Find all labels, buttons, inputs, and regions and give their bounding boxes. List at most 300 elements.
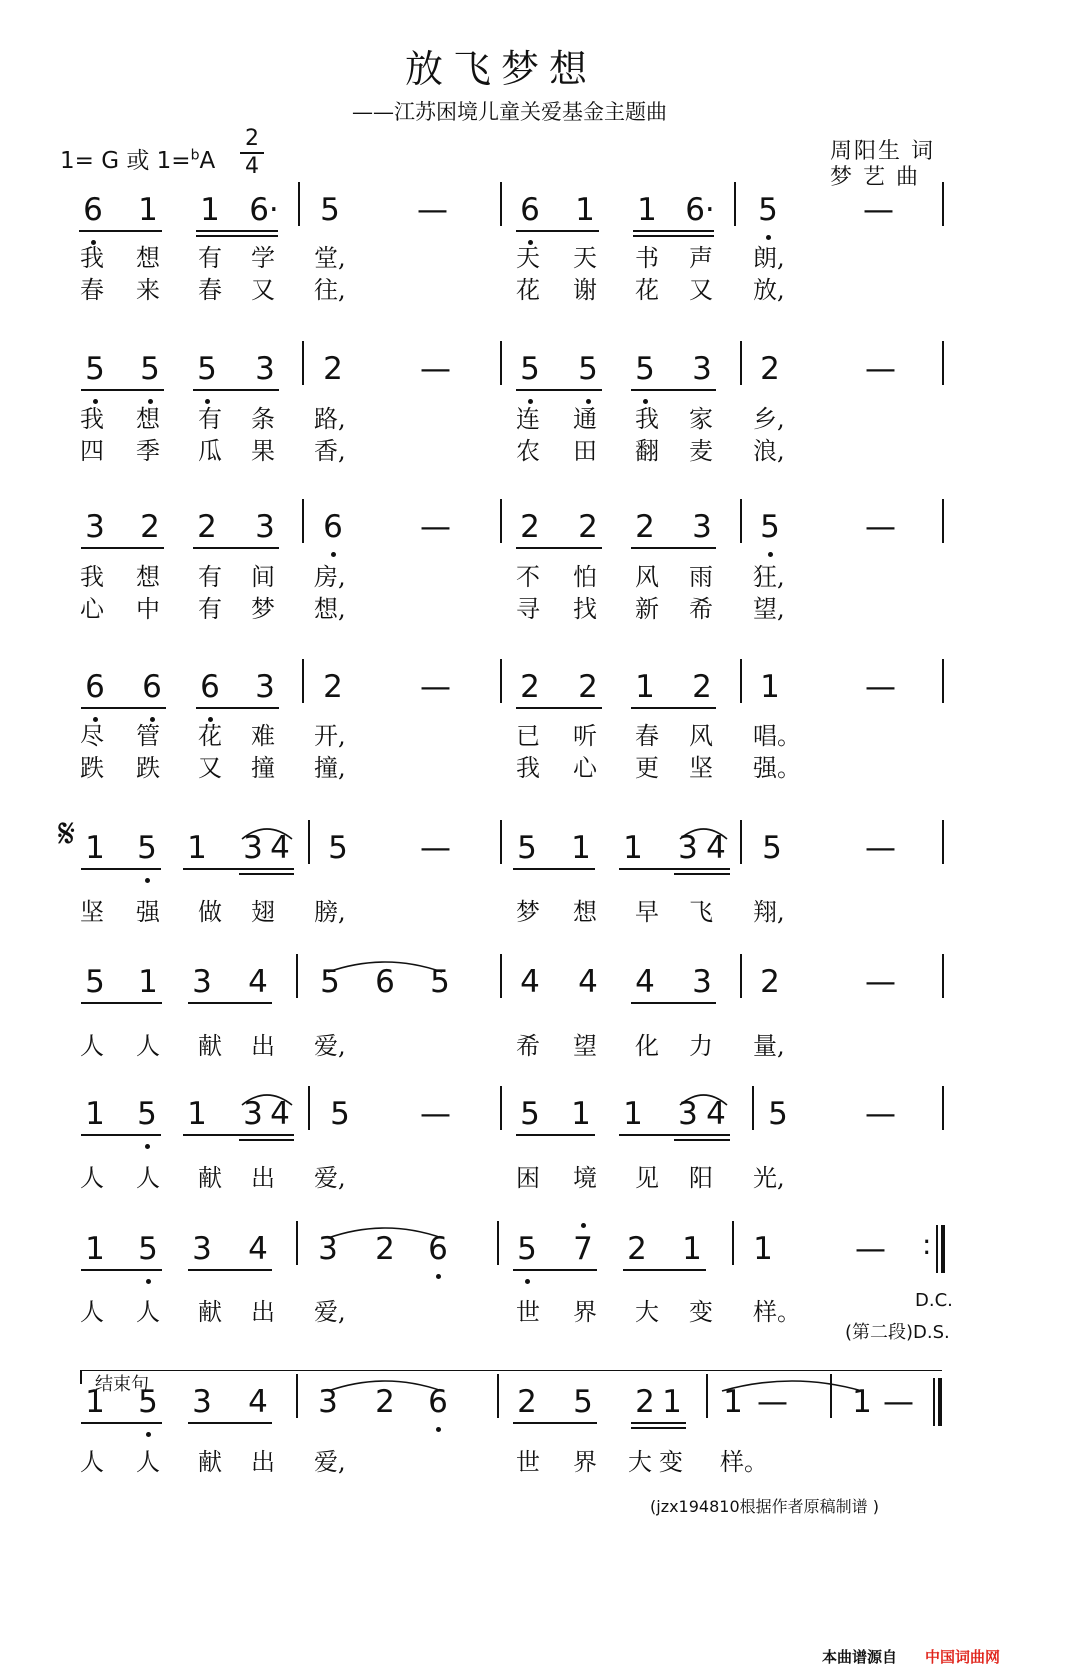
lyric-syllable: 人 [136, 1448, 160, 1476]
lyric-syllable: 爱, [314, 1032, 346, 1060]
note: 6 [83, 192, 103, 228]
note: 6· [685, 192, 715, 228]
beam-line [516, 230, 599, 232]
note: 2 [760, 964, 780, 1000]
lyric-syllable: 样。 [720, 1448, 768, 1476]
lyric-syllable: 条 [251, 405, 275, 433]
lyric-syllable: 唱。 [753, 722, 801, 750]
lyric-syllable: 早 [635, 898, 659, 926]
note: 5 [328, 830, 348, 866]
high-octave-dot [581, 1223, 586, 1228]
note: 5 [320, 192, 340, 228]
lyric-syllable-verse2: 翻 [635, 437, 659, 465]
bar-line [500, 341, 502, 385]
beam-line [81, 707, 166, 709]
note: 2 [760, 351, 780, 387]
lyric-syllable-verse2: 放, [753, 276, 785, 304]
lyric-syllable-verse2: 又 [689, 276, 713, 304]
beam-line-double [239, 873, 294, 875]
lyric-syllable: 连 [516, 405, 540, 433]
note: 2 [140, 509, 160, 545]
footer-source: (jzx194810根据作者原稿制谱 ) [650, 1497, 879, 1516]
lyric-syllable-verse2: 果 [251, 437, 275, 465]
note: 3 [243, 1096, 263, 1132]
note: 1 [723, 1384, 743, 1420]
note: 3 [85, 509, 105, 545]
lyric-syllable: 路, [314, 405, 346, 433]
lyric-syllable: 乡, [753, 405, 785, 433]
lyric-syllable: 强 [136, 898, 160, 926]
note: — [883, 1384, 914, 1420]
lyric-syllable: 变 [659, 1448, 683, 1476]
note: 2 [635, 1384, 655, 1420]
note: 2 [197, 509, 217, 545]
bar-line [308, 1086, 310, 1130]
beam-line [188, 1269, 272, 1271]
note: — [865, 830, 896, 866]
lyric-syllable: 我 [635, 405, 659, 433]
beam-line [79, 230, 162, 232]
note: 5 [762, 830, 782, 866]
note: 2 [323, 669, 343, 705]
lyric-syllable-verse2: 来 [136, 276, 160, 304]
note: — [865, 964, 896, 1000]
lyric-syllable: 我 [80, 244, 104, 272]
note: 3 [192, 1384, 212, 1420]
note: 2 [375, 1231, 395, 1267]
note: 5 [758, 192, 778, 228]
footer-site-prefix: 本曲谱源自 [822, 1648, 898, 1666]
note: — [420, 351, 451, 387]
low-octave-dot [436, 1274, 441, 1279]
dal-segno-mark: (第二段)D.S. [845, 1322, 950, 1343]
low-octave-dot [525, 1279, 530, 1284]
note: 5 [573, 1384, 593, 1420]
note: 2 [627, 1231, 647, 1267]
bar-line [942, 1086, 944, 1130]
bar-line [296, 1221, 298, 1265]
lyric-syllable: 人 [136, 1298, 160, 1326]
lyric-syllable: 爱, [314, 1448, 346, 1476]
lyric-syllable: 世 [516, 1448, 540, 1476]
beam-line [81, 1134, 161, 1136]
lyric-syllable: 膀, [314, 898, 346, 926]
note: 3 [255, 669, 275, 705]
lyric-syllable: 界 [573, 1448, 597, 1476]
lyric-syllable: 做 [198, 898, 222, 926]
lyric-syllable: 光, [753, 1164, 785, 1192]
note: 5 [517, 1231, 537, 1267]
lyric-syllable: 花 [198, 722, 222, 750]
bar-line [942, 182, 944, 226]
lyric-syllable-verse2: 寻 [516, 595, 540, 623]
note: 1 [637, 192, 657, 228]
note: 1 [575, 192, 595, 228]
lyric-syllable: 狂, [753, 563, 785, 591]
lyric-syllable: 望 [573, 1032, 597, 1060]
note: 5 [85, 964, 105, 1000]
lyric-syllable-verse2: 我 [516, 754, 540, 782]
beam-line [81, 1002, 162, 1004]
lyric-syllable: 不 [516, 563, 540, 591]
note: 5 [137, 1096, 157, 1132]
lyric-syllable: 出 [251, 1164, 275, 1192]
note: 3 [692, 964, 712, 1000]
lyric-syllable: 世 [516, 1298, 540, 1326]
bar-line [296, 954, 298, 998]
beam-line [188, 1002, 272, 1004]
note: 2 [323, 351, 343, 387]
lyric-syllable: 境 [573, 1164, 597, 1192]
bar-line [308, 820, 310, 864]
note: 7 [573, 1231, 593, 1267]
lyric-syllable-verse2: 中 [136, 595, 160, 623]
note: 4 [248, 1231, 268, 1267]
bar-line [497, 1221, 499, 1265]
lyric-syllable: 见 [635, 1164, 659, 1192]
note: 6 [375, 964, 395, 1000]
lyric-syllable-verse2: 有 [198, 595, 222, 623]
bar-line [740, 499, 742, 543]
lyric-syllable: 献 [198, 1298, 222, 1326]
note: 5 [517, 830, 537, 866]
lyric-syllable-verse2: 新 [635, 595, 659, 623]
note: 5 [85, 351, 105, 387]
lyric-syllable-verse2: 又 [198, 754, 222, 782]
beam-line [631, 389, 716, 391]
lyric-syllable-verse2: 春 [80, 276, 104, 304]
note: — [865, 351, 896, 387]
low-octave-dot [93, 399, 98, 404]
lyric-syllable: 变 [689, 1298, 713, 1326]
lyric-syllable: 学 [251, 244, 275, 272]
lyric-syllable: 样。 [753, 1298, 801, 1326]
repeat-dots: : [922, 1228, 932, 1261]
lyric-syllable: 风 [689, 722, 713, 750]
lyric-syllable: 房, [314, 563, 346, 591]
lyric-syllable: 难 [251, 722, 275, 750]
low-octave-dot [146, 1432, 151, 1437]
lyricist-credit: 周阳生 词 [830, 139, 935, 164]
beam-line [81, 1269, 162, 1271]
beam-line [631, 707, 716, 709]
note: 6 [428, 1384, 448, 1420]
lyric-syllable-verse2: 谢 [573, 276, 597, 304]
note: — [420, 669, 451, 705]
low-octave-dot [145, 878, 150, 883]
bar-line [500, 1086, 502, 1130]
lyric-syllable-verse2: 心 [573, 754, 597, 782]
note: — [420, 830, 451, 866]
lyric-syllable: 尽 [80, 722, 104, 750]
beam-line [619, 1134, 730, 1136]
low-octave-dot [586, 399, 591, 404]
lyric-syllable-verse2: 撞, [314, 754, 346, 782]
lyric-syllable: 间 [251, 563, 275, 591]
lyric-syllable: 化 [635, 1032, 659, 1060]
beam-line [516, 707, 602, 709]
note: 3 [255, 509, 275, 545]
low-octave-dot [331, 552, 336, 557]
bar-line [942, 341, 944, 385]
note: 5 [330, 1096, 350, 1132]
lyric-syllable: 出 [251, 1298, 275, 1326]
bar-line [942, 659, 944, 703]
note: 4 [248, 964, 268, 1000]
note: 3 [692, 351, 712, 387]
lyric-syllable: 出 [251, 1448, 275, 1476]
lyric-syllable-verse2: 农 [516, 437, 540, 465]
final-bar-thick [941, 1225, 945, 1273]
bar-line [740, 820, 742, 864]
note: 4 [706, 1096, 726, 1132]
note: 1 [571, 1096, 591, 1132]
bar-line [740, 341, 742, 385]
time-denominator: 4 [245, 154, 259, 179]
bar-line [942, 820, 944, 864]
note: — [863, 192, 894, 228]
lyric-syllable: 开, [314, 722, 346, 750]
song-title: 放飞梦想 [405, 47, 598, 91]
lyric-syllable: 希 [516, 1032, 540, 1060]
beam-line-double [196, 235, 278, 237]
beam-line [81, 868, 161, 870]
note: 5 [760, 509, 780, 545]
low-octave-dot [436, 1427, 441, 1432]
lyric-syllable-verse2: 花 [516, 276, 540, 304]
lyric-syllable-verse2: 季 [136, 437, 160, 465]
note: 1 [623, 830, 643, 866]
lyric-syllable: 有 [198, 563, 222, 591]
note: 4 [270, 1096, 290, 1132]
note: 5 [520, 1096, 540, 1132]
bar-line [740, 954, 742, 998]
beam-line [81, 389, 164, 391]
note: 3 [318, 1231, 338, 1267]
lyric-syllable: 风 [635, 563, 659, 591]
lyric-syllable: 献 [198, 1032, 222, 1060]
low-octave-dot [146, 1279, 151, 1284]
bar-line [706, 1374, 708, 1418]
da-capo-mark: D.C. [915, 1290, 953, 1311]
lyric-syllable-verse2: 望, [753, 595, 785, 623]
lyric-syllable: 管 [136, 722, 160, 750]
lyric-syllable: 界 [573, 1298, 597, 1326]
note: 1 [138, 964, 158, 1000]
lyric-syllable: 飞 [689, 898, 713, 926]
note: 5 [138, 1384, 158, 1420]
lyric-syllable-verse2: 跌 [136, 754, 160, 782]
bar-line [752, 1086, 754, 1130]
lyric-syllable: 献 [198, 1448, 222, 1476]
note: 3 [678, 1096, 698, 1132]
note: 1 [200, 192, 220, 228]
note: 5 [520, 351, 540, 387]
lyric-syllable: 想 [573, 898, 597, 926]
bar-line [830, 1374, 832, 1418]
lyric-syllable: 想 [136, 244, 160, 272]
lyric-syllable: 人 [136, 1164, 160, 1192]
lyric-syllable: 想 [136, 563, 160, 591]
lyric-syllable: 雨 [689, 563, 713, 591]
lyric-syllable: 人 [80, 1298, 104, 1326]
note: 3 [255, 351, 275, 387]
note: 3 [192, 964, 212, 1000]
lyric-syllable: 有 [198, 244, 222, 272]
beam-line [631, 1422, 686, 1424]
lyric-syllable-verse2: 瓜 [198, 437, 222, 465]
note: 1 [187, 830, 207, 866]
lyric-syllable: 人 [80, 1032, 104, 1060]
lyric-syllable: 天 [573, 244, 597, 272]
beam-line [513, 868, 595, 870]
bar-line [497, 1374, 499, 1418]
beam-line [513, 1422, 597, 1424]
note: 4 [706, 830, 726, 866]
beam-line-double [239, 1139, 294, 1141]
note: 5 [430, 964, 450, 1000]
time-numerator: 2 [245, 126, 259, 151]
note: 6 [323, 509, 343, 545]
low-octave-dot [148, 399, 153, 404]
bar-line [740, 659, 742, 703]
lyric-syllable-verse2: 四 [80, 437, 104, 465]
note: — [865, 669, 896, 705]
lyric-syllable: 困 [516, 1164, 540, 1192]
lyric-syllable: 大 [635, 1298, 659, 1326]
bar-line [734, 182, 736, 226]
beam-line [81, 1422, 162, 1424]
beam-line-double [674, 1139, 730, 1141]
low-octave-dot [766, 235, 771, 240]
bar-line [942, 499, 944, 543]
lyric-syllable: 通 [573, 405, 597, 433]
lyric-syllable: 翔, [753, 898, 785, 926]
beam-line [81, 547, 164, 549]
note: 4 [270, 830, 290, 866]
end-bar-thin [933, 1378, 935, 1426]
lyric-syllable: 堂, [314, 244, 346, 272]
segno-sign: 𝄋 [58, 811, 76, 857]
lyric-syllable: 家 [689, 405, 713, 433]
low-octave-dot [145, 1144, 150, 1149]
lyric-syllable: 听 [573, 722, 597, 750]
note: 1 [623, 1096, 643, 1132]
note: 1 [85, 1231, 105, 1267]
note: 3 [692, 509, 712, 545]
note: 6 [520, 192, 540, 228]
lyric-syllable: 翅 [251, 898, 275, 926]
note: 2 [635, 509, 655, 545]
note: 6 [142, 669, 162, 705]
low-octave-dot [528, 399, 533, 404]
lyric-syllable-verse2: 找 [573, 595, 597, 623]
beam-line [516, 547, 602, 549]
bar-line [500, 659, 502, 703]
lyric-syllable: 大 [628, 1448, 652, 1476]
beam-line [633, 230, 714, 232]
bar-line [296, 1374, 298, 1418]
note: 1 [85, 830, 105, 866]
note: 4 [635, 964, 655, 1000]
lyric-syllable-verse2: 强。 [753, 754, 801, 782]
lyric-syllable: 春 [635, 722, 659, 750]
lyric-syllable: 人 [136, 1032, 160, 1060]
lyric-syllable: 人 [80, 1448, 104, 1476]
lyric-syllable-verse2: 麦 [689, 437, 713, 465]
note: 4 [520, 964, 540, 1000]
beam-line [193, 389, 279, 391]
beam-line [619, 868, 730, 870]
note: 1 [85, 1384, 105, 1420]
lyric-syllable: 想 [136, 405, 160, 433]
lyric-syllable: 怕 [573, 563, 597, 591]
note: 1 [760, 669, 780, 705]
bar-line [500, 182, 502, 226]
bar-line [500, 954, 502, 998]
lyric-syllable: 有 [198, 405, 222, 433]
lyric-syllable-verse2: 梦 [251, 595, 275, 623]
lyric-syllable: 声 [689, 244, 713, 272]
lyric-syllable-verse2: 想, [314, 595, 346, 623]
lyric-syllable-verse2: 坚 [689, 754, 713, 782]
note: 5 [138, 1231, 158, 1267]
beam-line-double [674, 873, 730, 875]
key-alt: A [199, 148, 216, 174]
beam-line [631, 547, 716, 549]
note: 2 [517, 1384, 537, 1420]
note: 1 [571, 830, 591, 866]
note: 1 [662, 1384, 682, 1420]
note: 1 [85, 1096, 105, 1132]
note: — [865, 509, 896, 545]
beam-line-double [633, 235, 714, 237]
note: 2 [578, 509, 598, 545]
note: 2 [578, 669, 598, 705]
key-base: 1= G 或 1= [60, 148, 191, 174]
note: 1 [852, 1384, 872, 1420]
ending-label: 结束句 [95, 1374, 149, 1395]
lyric-syllable: 爱, [314, 1298, 346, 1326]
beam-line [631, 1002, 716, 1004]
note: 1 [753, 1231, 773, 1267]
note: 1 [682, 1231, 702, 1267]
bar-line [302, 659, 304, 703]
note: 2 [375, 1384, 395, 1420]
song-subtitle: ——江苏困境儿童关爱基金主题曲 [352, 100, 667, 124]
lyric-syllable: 坚 [80, 898, 104, 926]
final-bar-thin [936, 1225, 938, 1273]
bar-line [732, 1221, 734, 1265]
note: 3 [192, 1231, 212, 1267]
lyric-syllable-verse2: 跌 [80, 754, 104, 782]
lyric-syllable: 人 [80, 1164, 104, 1192]
note: — [865, 1096, 896, 1132]
low-octave-dot [205, 399, 210, 404]
lyric-syllable-verse2: 心 [80, 595, 104, 623]
note: 6 [200, 669, 220, 705]
lyric-syllable: 阳 [689, 1164, 713, 1192]
lyric-syllable: 书 [635, 244, 659, 272]
end-bar-thick [938, 1378, 942, 1426]
lyric-syllable-verse2: 希 [689, 595, 713, 623]
lyric-syllable: 梦 [516, 898, 540, 926]
lyric-syllable: 我 [80, 563, 104, 591]
beam-line [183, 1134, 294, 1136]
lyric-syllable-verse2: 田 [573, 437, 597, 465]
beam-line [513, 1269, 597, 1271]
composer-credit: 梦 艺 曲 [830, 165, 920, 190]
